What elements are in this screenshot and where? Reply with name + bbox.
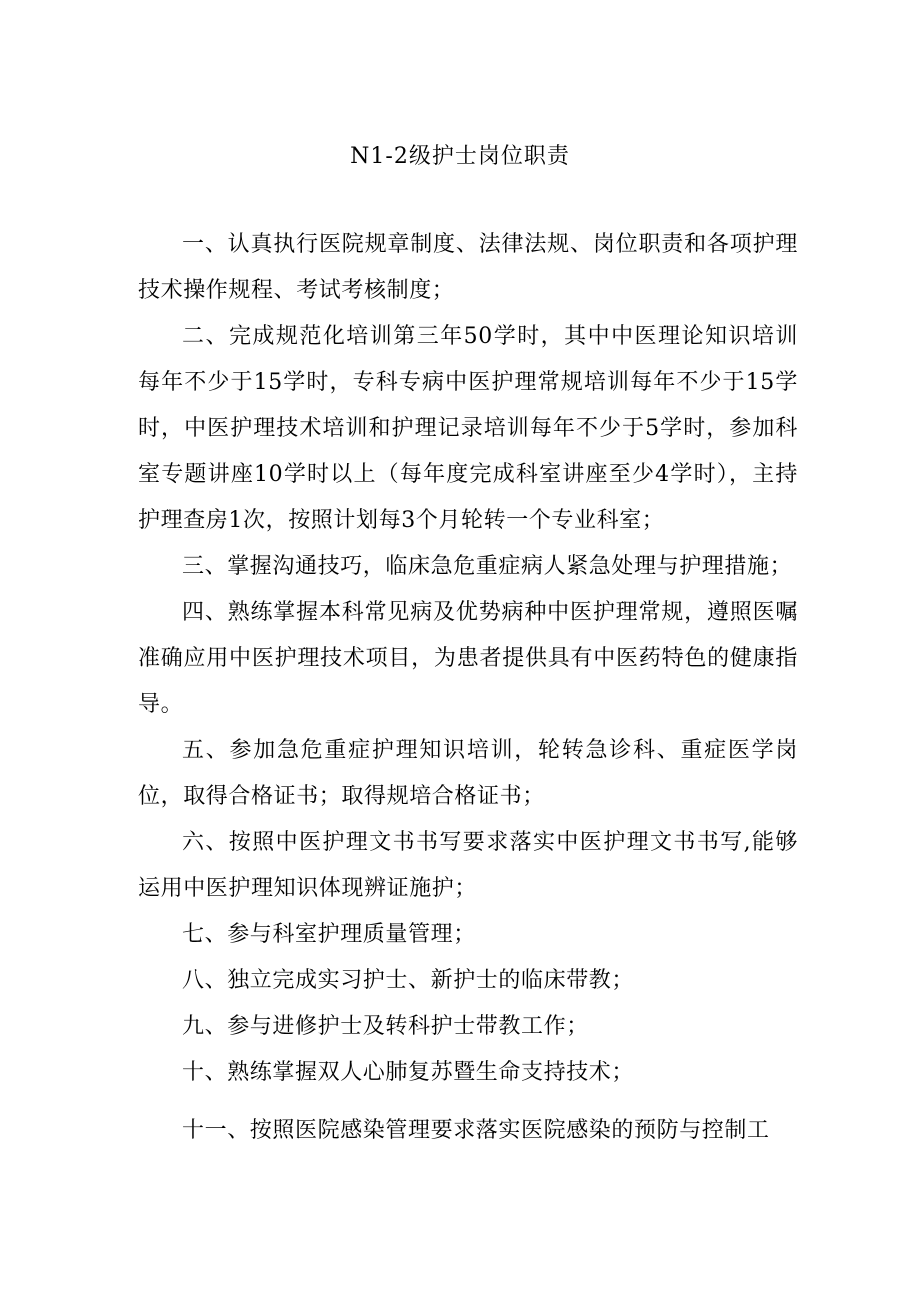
paragraph-6: 六、按照中医护理文书书写要求落实中医护理文书书写,能够运用中医护理知识体现辨证施护； (138, 830, 798, 901)
paragraph-5: 五、参加急危重症护理知识培训，轮转急诊科、重症医学岗位，取得合格证书；取得规培合格证书； (138, 738, 798, 809)
document-body (138, 222, 798, 1154)
document-title: N1-2级护士岗位职责 (350, 144, 570, 169)
paragraph-8: 八、独立完成实习护士、新护士的临床带教； (182, 968, 635, 993)
paragraph-11: 十一、按照医院感染管理要求落实医院感染的预防与控制工 (182, 1118, 770, 1143)
paragraph-4: 四、熟练掌握本科常见病及优势病种中医护理常规，遵照医嘱准确应用中医护理技术项目，为患者提供具有中医药特色的健康指导。 (138, 600, 798, 717)
paragraph-3: 三、掌握沟通技巧，临床急危重症病人紧急处理与护理措施； (182, 554, 793, 579)
paragraph-2: 二、完成规范化培训第三年50学时，其中中医理论知识培训每年不少于15学时，专科专病中医护理常规培训每年不少于15学时，中医护理技术培训和护理记录培训每年不少于5学时，参加科室专题讲座10学时以上（每年度完成科室讲座至少4学时），主持护理查房1次，按照计划每3个月轮转一个专业科室； (138, 324, 798, 533)
paragraph-1: 一、认真执行医院规章制度、法律法规、岗位职责和各项护理技术操作规程、考试考核制度； (138, 232, 798, 303)
paragraph-10: 十、熟练掌握双人心肺复苏暨生命支持技术； (182, 1060, 635, 1085)
paragraph-7: 七、参与科室护理质量管理； (182, 922, 476, 947)
paragraph-9: 九、参与进修护士及转科护士带教工作； (182, 1014, 589, 1039)
